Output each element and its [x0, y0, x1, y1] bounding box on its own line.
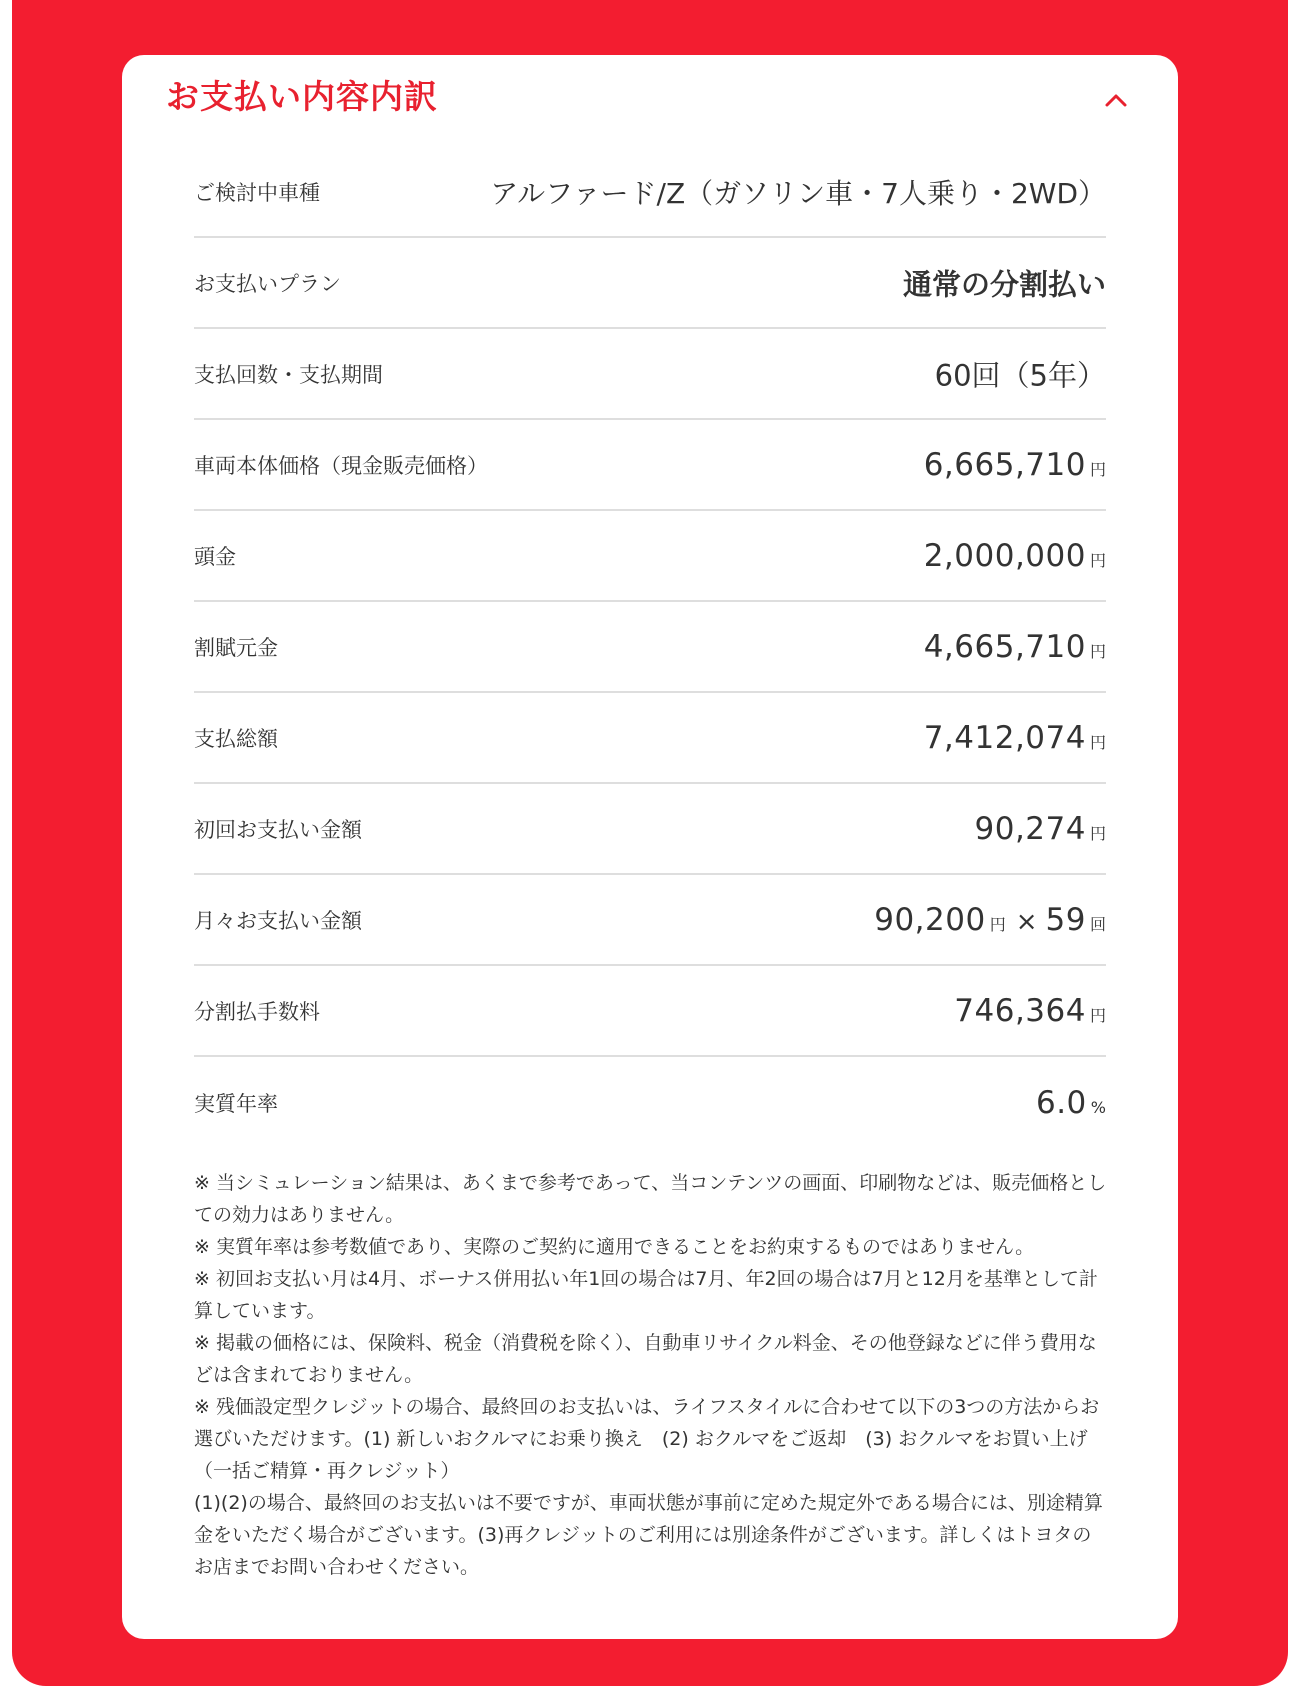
row-first-payment: [194, 784, 1106, 875]
fee-unit: 円: [1089, 1005, 1106, 1025]
total-value: 7,412,074: [923, 719, 1086, 756]
row-apr: [194, 1057, 1106, 1148]
note-item: (1)(2)の場合、最終回のお支払いは不要ですが、車両状態が事前に定めた規定外である場合には、別途精算金をいただく場合がございます。(3)再クレジットのご利用には別途条件がございます。詳しくはトヨタのお店までお問い合わせください。: [194, 1492, 1103, 1578]
note-item: ※ 実質年率は参考数値であり、実際のご契約に適用できることをお約束するものではありません。: [194, 1236, 1035, 1258]
fee-value: 746,364: [954, 992, 1086, 1029]
row-price: [194, 420, 1106, 511]
monthly-count-unit: 回: [1089, 914, 1106, 934]
row-label: 実質年率: [194, 1091, 278, 1116]
apr-unit: %: [1090, 1097, 1106, 1117]
total-unit: 円: [1089, 732, 1106, 752]
note-item: ※ 当シミュレーション結果は、あくまで参考であって、当コンテンツの画面、印刷物などは、販売価格としての効力はありません。: [194, 1172, 1107, 1226]
principal-value: 4,665,710: [923, 628, 1086, 665]
row-label: お支払いプラン: [194, 271, 341, 296]
row-count: [194, 329, 1106, 420]
row-label: 車両本体価格（現金販売価格）: [194, 453, 488, 478]
breakdown-table: [194, 147, 1106, 1148]
row-value: [924, 538, 1106, 574]
row-value: [874, 902, 1106, 938]
row-monthly-payment: [194, 875, 1106, 966]
row-value: [924, 629, 1106, 665]
row-label: 支払回数・支払期間: [194, 362, 383, 387]
row-label: 初回お支払い金額: [194, 817, 362, 842]
row-label: 頭金: [194, 544, 236, 569]
card-header[interactable]: [122, 55, 1178, 147]
price-unit: 円: [1089, 459, 1106, 479]
row-label: 分割払手数料: [194, 999, 320, 1024]
down-payment-unit: 円: [1089, 550, 1106, 570]
times-sign: ×: [1015, 906, 1038, 937]
card-title: お支払い内容内訳: [166, 77, 438, 116]
row-label: ご検討中車種: [194, 180, 320, 205]
note-item: ※ 残価設定型クレジットの場合、最終回のお支払いは、ライフスタイルに合わせて以下の3つの方法からお選びいただけます。(1) 新しいおクルマにお乗り換え (2) おクルマをご返却 (3) おクルマをお買い上げ（一括ご精算・再クレジット）: [194, 1396, 1100, 1482]
price-value: 6,665,710: [923, 446, 1086, 483]
first-payment-value: 90,274: [974, 810, 1086, 847]
row-label: 支払総額: [194, 726, 278, 751]
row-label: 月々お支払い金額: [194, 908, 362, 933]
note-item: ※ 掲載の価格には、保険料、税金（消費税を除く）、自動車リサイクル料金、その他登録などに伴う費用などは含まれておりません。: [194, 1332, 1097, 1386]
row-value: [935, 353, 1106, 394]
row-value: [954, 993, 1106, 1029]
row-down-payment: [194, 511, 1106, 602]
model-value: アルファード/Z（ガソリン車・7人乗り・2WD）: [490, 176, 1106, 210]
row-value: [1036, 1085, 1106, 1121]
disclaimer-notes: [194, 1167, 1108, 1583]
row-value: [975, 811, 1107, 847]
monthly-payment-unit: 円: [989, 914, 1006, 934]
row-fee: [194, 966, 1106, 1057]
monthly-payment-value: 90,200: [874, 901, 986, 938]
first-payment-unit: 円: [1089, 823, 1106, 843]
row-principal: [194, 602, 1106, 693]
row-plan: [194, 238, 1106, 329]
row-label: 割賦元金: [194, 635, 278, 660]
note-item: ※ 初回お支払い月は4月、ボーナス併用払い年1回の場合は7月、年2回の場合は7月と12月を基準として計算しています。: [194, 1268, 1098, 1322]
plan-value: 通常の分割払い: [902, 267, 1106, 301]
row-value: [924, 447, 1106, 483]
apr-value: 6.0: [1035, 1084, 1087, 1121]
count-value: 60回（5年）: [934, 358, 1106, 392]
down-payment-value: 2,000,000: [923, 537, 1086, 574]
row-value: [490, 172, 1106, 212]
row-model: [194, 147, 1106, 238]
row-value: [903, 262, 1106, 303]
monthly-count-value: 59: [1045, 901, 1086, 938]
row-total: [194, 693, 1106, 784]
row-value: [924, 720, 1106, 756]
chevron-up-icon[interactable]: [1098, 83, 1134, 119]
principal-unit: 円: [1089, 641, 1106, 661]
payment-breakdown-card: [122, 55, 1178, 1639]
